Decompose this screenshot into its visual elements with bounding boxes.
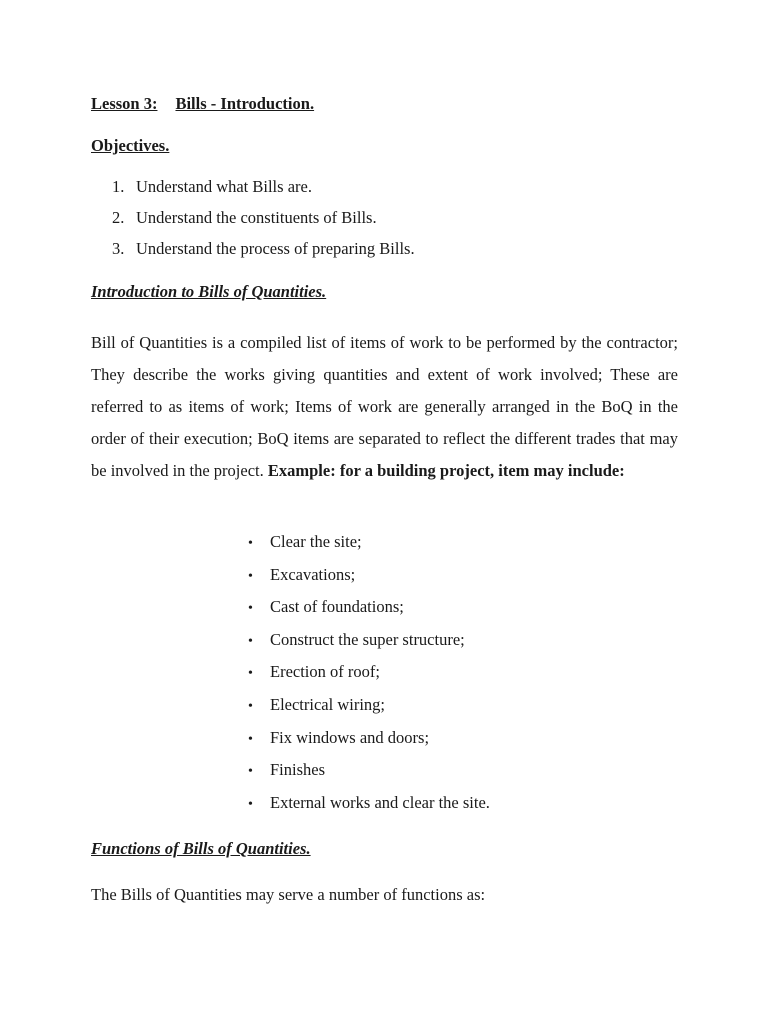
functions-heading: Functions of Bills of Quantities. [91,839,311,858]
work-items-list [248,532,490,825]
list-item [248,728,490,761]
bullet-icon: • [248,796,253,812]
objective-item [112,208,415,239]
objective-text: Understand the process of preparing Bills. [136,239,415,258]
intro-heading: Introduction to Bills of Quantities. [91,282,327,301]
lesson-label: Lesson 3: [91,94,158,113]
intro-paragraph [91,327,678,487]
list-item [248,565,490,598]
list-item-text: External works and clear the site. [270,792,490,812]
list-item-text: Clear the site; [270,532,362,551]
list-item [248,630,490,663]
list-item [248,597,490,630]
list-item-text: Excavations; [270,564,356,584]
list-item [248,695,490,728]
objective-number: 2. [112,208,125,227]
bullet-icon: • [248,568,253,584]
bullet-icon: • [248,731,253,747]
bullet-icon: • [248,601,253,617]
lesson-title [91,94,314,114]
objective-text: Understand the constituents of Bills. [136,208,377,227]
list-item-text: Finishes [270,760,326,780]
list-item [248,760,490,793]
intro-example-text: Example: for a building project, item may include: [267,461,625,480]
objective-number: 1. [112,177,125,196]
list-item [248,532,490,565]
bullet-icon: • [248,536,253,551]
list-item-text: Fix windows and doors; [270,727,430,747]
lesson-title-text: Bills - Introduction. [175,94,315,113]
list-item [248,662,490,695]
objective-item [112,239,415,270]
list-item-text: Cast of foundations; [270,597,404,617]
list-item-text: Construct the super structure; [270,629,465,649]
list-item-text: Erection of roof; [270,662,380,682]
list-item-text: Electrical wiring; [270,694,385,714]
objective-number: 3. [112,239,125,258]
objectives-heading: Objectives. [91,136,170,155]
functions-paragraph: The Bills of Quantities may serve a number of functions as: [91,885,486,904]
objectives-list [112,177,415,270]
objective-text: Understand what Bills are. [136,177,312,196]
bullet-icon: • [248,698,253,714]
objective-item [112,177,415,208]
bullet-icon: • [248,666,253,682]
bullet-icon: • [248,764,253,780]
list-item [248,793,490,826]
bullet-icon: • [248,633,253,649]
intro-paragraph-text: Bill of Quantities is a compiled list of items of work to be performed by the contractor; They describe the works giving quantities and extent of work involved; These are referred to as items of work; Items of work are generally arranged in the BoQ in the order of their execution; BoQ items are separated to reflect the different trades that may be involved in the project. [91,333,678,480]
